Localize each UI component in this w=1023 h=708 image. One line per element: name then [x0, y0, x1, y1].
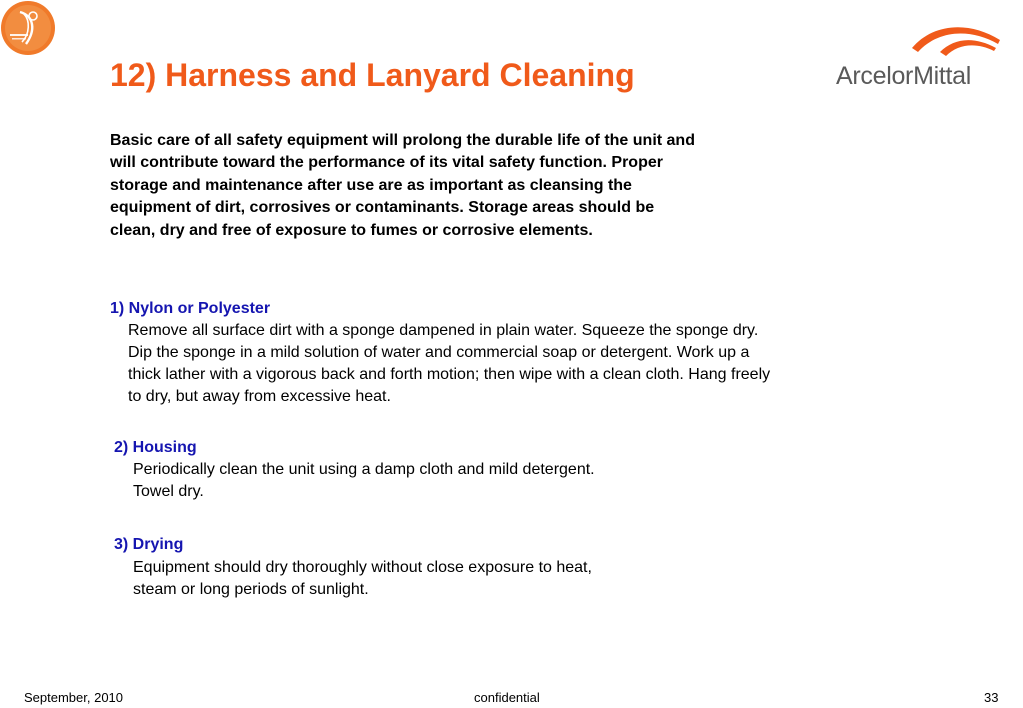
page-title: 12) Harness and Lanyard Cleaning — [110, 57, 635, 93]
section-heading-housing: 2) Housing — [114, 439, 197, 456]
body-line: Dip the sponge in a mild solution of water and commercial soap or detergent. Work up a — [128, 344, 750, 361]
arcelormittal-logo — [832, 18, 1002, 98]
safety-badge-icon — [0, 0, 56, 56]
body-line: steam or long periods of sunlight. — [133, 581, 369, 598]
body-line: Towel dry. — [133, 483, 204, 500]
body-line: to dry, but away from excessive heat. — [128, 388, 391, 405]
intro-line: will contribute toward the performance of its vital safety function. Proper — [110, 154, 663, 172]
body-line: Periodically clean the unit using a damp cloth and mild detergent. — [133, 461, 595, 478]
safety-badge-logo — [0, 0, 56, 56]
body-line: Remove all surface dirt with a sponge dampened in plain water. Squeeze the sponge dry. — [128, 322, 759, 339]
section-heading-drying: 3) Drying — [114, 536, 184, 553]
footer-classification: confidential — [474, 690, 540, 705]
arcelormittal-wordmark: ArcelorMittal — [836, 62, 972, 90]
body-line: Equipment should dry thoroughly without close exposure to heat, — [133, 559, 592, 576]
section-body-nylon — [128, 320, 770, 408]
intro-line: equipment of dirt, corrosives or contaminants. Storage areas should be — [110, 199, 655, 217]
section-body-drying — [133, 557, 592, 601]
footer-date: September, 2010 — [24, 690, 124, 705]
arcelormittal-swoosh-icon — [910, 18, 1002, 58]
footer-page-number: 33 — [984, 690, 999, 705]
body-line: thick lather with a vigorous back and forth motion; then wipe with a clean cloth. Hang freely — [128, 366, 771, 383]
section-heading-nylon: 1) Nylon or Polyester — [110, 300, 271, 317]
intro-line: storage and maintenance after use are as important as cleansing the — [110, 176, 632, 194]
intro-line: Basic care of all safety equipment will prolong the durable life of the unit and — [110, 132, 695, 149]
intro-line: clean, dry and free of exposure to fumes or corrosive elements. — [110, 221, 593, 239]
intro-paragraph — [110, 130, 790, 242]
section-body-housing — [133, 459, 595, 503]
